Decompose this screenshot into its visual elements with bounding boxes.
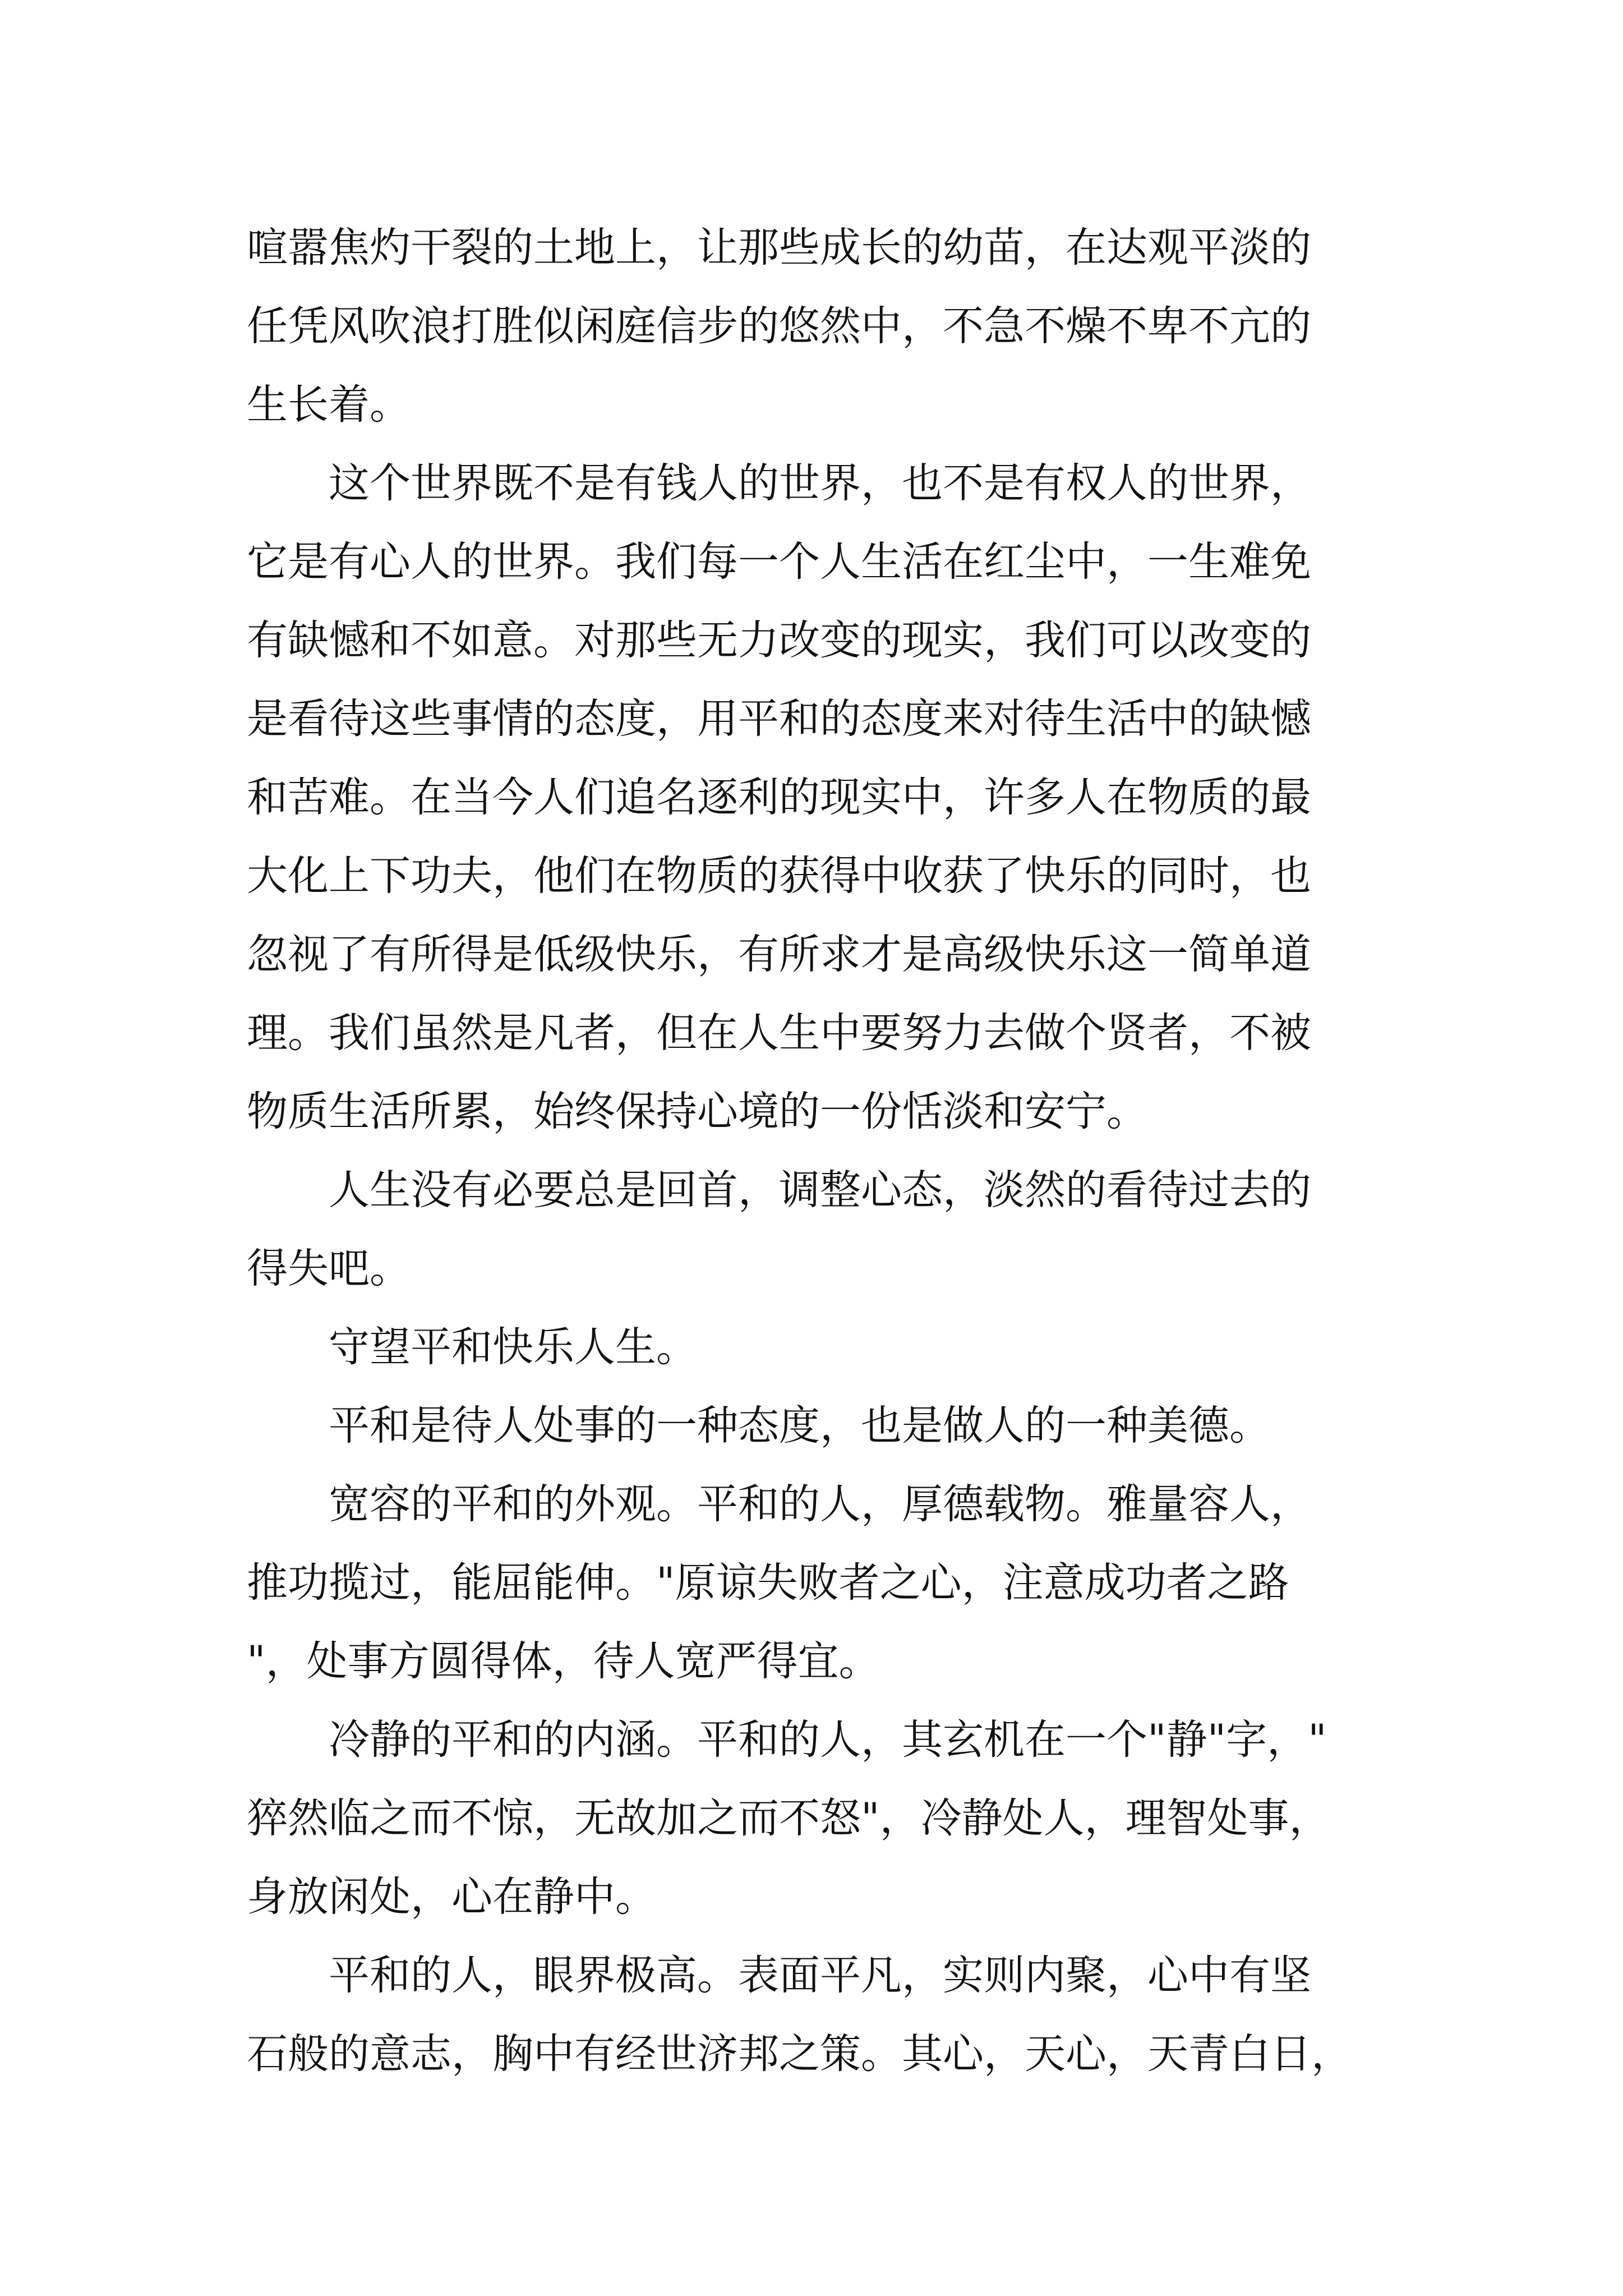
text-line: 是看待这些事情的态度，用平和的态度来对待生活中的缺憾 (247, 695, 1311, 743)
text-line: 守望平和快乐人生。 (247, 1323, 697, 1371)
text-line: 推功揽过，能屈能伸。"原谅失败者之心，注意成功者之路 (247, 1559, 1289, 1607)
text-line: "，处事方圆得体，待人宽严得宜。 (247, 1637, 880, 1685)
text-line: 和苦难。在当今人们追名逐利的现实中，许多人在物质的最 (247, 774, 1311, 821)
text-line: 得失吧。 (247, 1245, 411, 1292)
text-line: 身放闲处，心在静中。 (247, 1873, 656, 1921)
text-line: 猝然临之而不惊，无故加之而不怒"，冷静处人，理智处事， (247, 1795, 1330, 1842)
text-line: 物质生活所累，始终保持心境的一份恬淡和安宁。 (247, 1088, 1147, 1135)
text-line: 人生没有必要总是回首，调整心态，淡然的看待过去的 (247, 1166, 1311, 1214)
text-line: 任凭风吹浪打胜似闲庭信步的悠然中，不急不燥不卑不亢的 (247, 302, 1311, 350)
text-line: 大化上下功夫，他们在物质的获得中收获了快乐的同时，也 (247, 852, 1311, 900)
text-line: 宽容的平和的外观。平和的人，厚德载物。雅量容人， (247, 1480, 1311, 1528)
text-line: 生长着。 (247, 381, 411, 429)
text-line: 忽视了有所得是低级快乐，有所求才是高级快乐这一简单道 (247, 931, 1311, 978)
text-line: 平和是待人处事的一种态度，也是做人的一种美德。 (247, 1402, 1270, 1450)
text-line: 这个世界既不是有钱人的世界，也不是有权人的世界， (247, 459, 1311, 507)
text-line: 理。我们虽然是凡者，但在人生中要努力去做个贤者，不被 (247, 1009, 1311, 1057)
text-line: 平和的人，眼界极高。表面平凡，实则内聚，心中有坚 (247, 1952, 1311, 1999)
text-line: 石般的意志，胸中有经世济邦之策。其心，天心，天青白日， (247, 2030, 1352, 2078)
text-line: 冷静的平和的内涵。平和的人，其玄机在一个"静"字，" (247, 1716, 1327, 1764)
text-line: 喧嚣焦灼干裂的土地上，让那些成长的幼苗，在达观平淡的 (247, 224, 1311, 272)
text-line: 有缺憾和不如意。对那些无力改变的现实，我们可以改变的 (247, 616, 1311, 664)
body-text (247, 209, 1391, 2093)
text-line: 它是有心人的世界。我们每一个人生活在红尘中，一生难免 (247, 538, 1311, 586)
